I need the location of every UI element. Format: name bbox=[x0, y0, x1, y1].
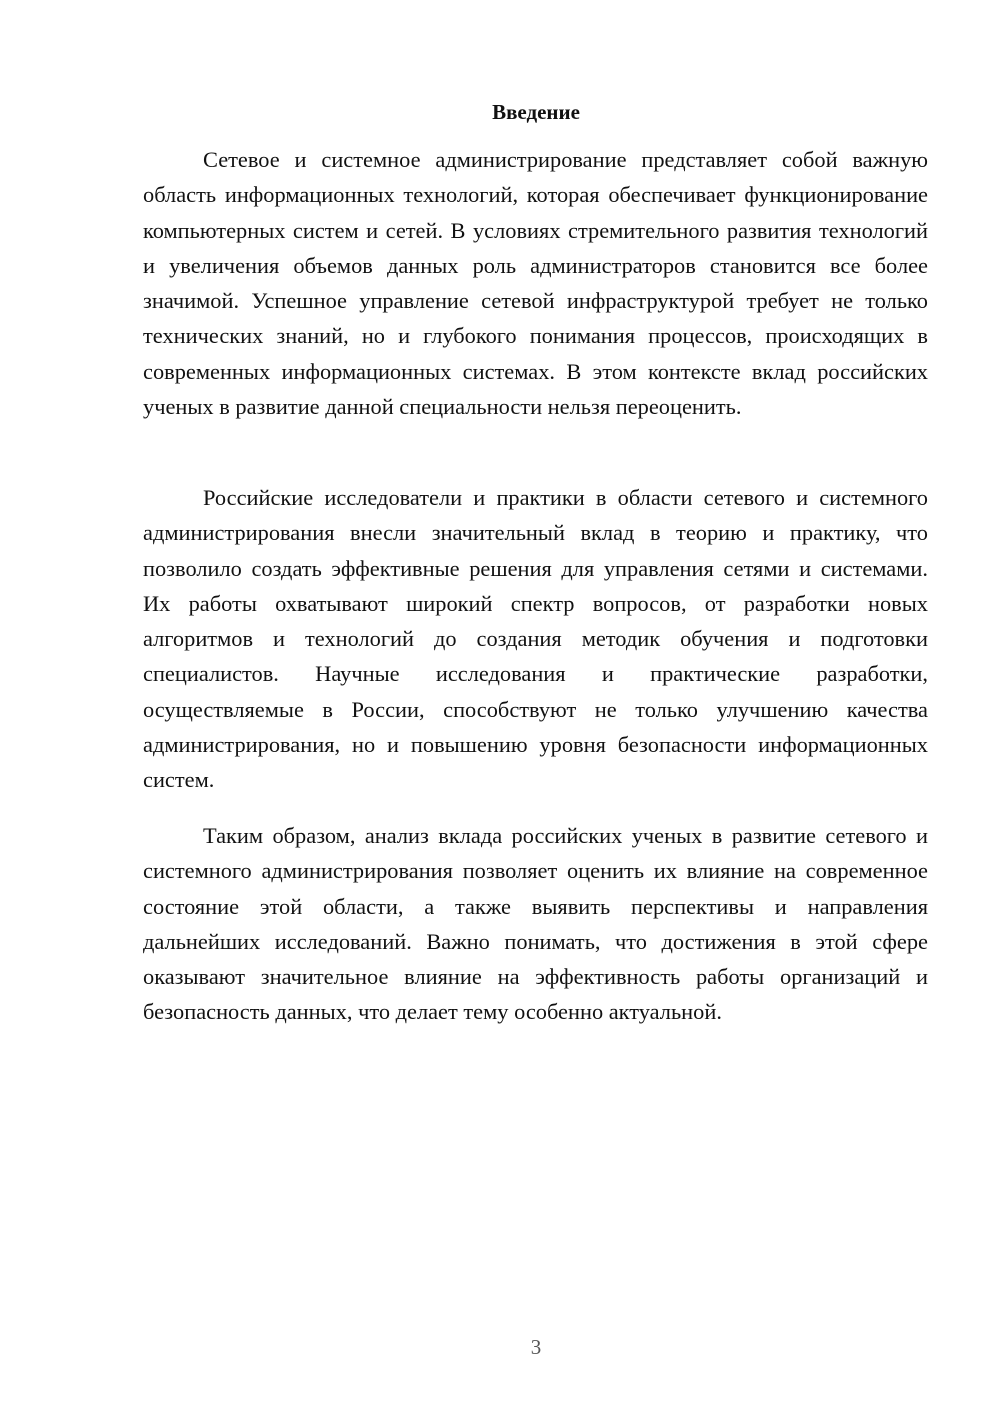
paragraph-1: Сетевое и системное администрирование представляет собой важную область информационных технологий, которая обеспечивает функционирование компьютерных систем и сетей. В условиях стремительного развития технологий и увеличения объемов данных роль администраторов становится все более значимой. Успешное управление сетевой инфраструктурой требует не только технических знаний, но и глубокого понимания процессов, происходящих в современных информационных системах. В этом контексте вклад российских ученых в развитие данной специальности нельзя переоценить. bbox=[143, 147, 928, 420]
page-number: 3 bbox=[530, 1335, 542, 1359]
page-title: Введение bbox=[492, 100, 580, 124]
paragraph-3: Таким образом, анализ вклада российских ученых в развитие сетевого и системного администрирования позволяет оценить их влияние на современное состояние этой области, а также выявить перспективы и направления дальнейших исследований. Важно понимать, что достижения в этой сфере оказывают значительное влияние на эффективность работы организаций и безопасность данных, что делает тему особенно актуальной. bbox=[143, 823, 928, 1025]
paragraph-2: Российские исследователи и практики в области сетевого и системного администрирования внесли значительный вклад в теорию и практику, что позволило создать эффективные решения для управления сетями и системами. Их работы охватывают широкий спектр вопросов, от разработки новых алгоритмов и технологий до создания методик обучения и подготовки специалистов. Научные исследования и практические разработки, осуществляемые в России, способствуют не только улучшению качества администрирования, но и повышению уровня безопасности информационных систем. bbox=[143, 485, 928, 793]
